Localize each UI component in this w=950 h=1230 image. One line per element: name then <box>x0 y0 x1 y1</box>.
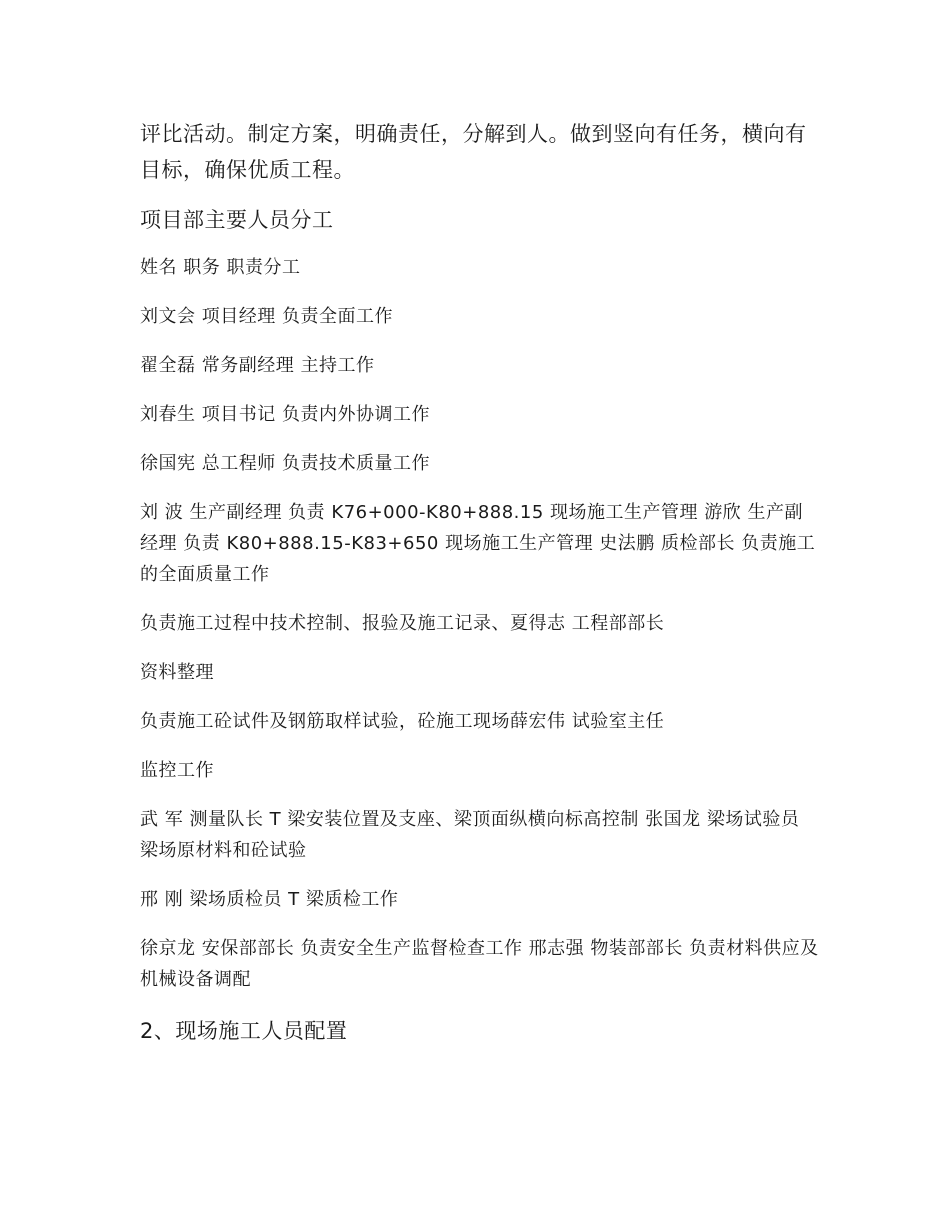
staff-line: 负责施工砼试件及钢筋取样试验，砼施工现场薛宏伟 试验室主任 <box>140 711 665 732</box>
staff-line: 刘 波 生产副经理 负责 K76+000-K80+888.15 现场施工生产管理 游欣 生产副经理 负责 K80+888.15-K83+650 现场施工生产管理 史法鹏 质检部长 负责施工的全面质量工作 <box>140 502 816 585</box>
staff-line: 刘春生 项目书记 负责内外协调工作 <box>140 404 430 425</box>
staff-line: 徐国宪 总工程师 负责技术质量工作 <box>140 453 430 474</box>
staff-line: 资料整理 <box>140 662 214 683</box>
staff-line: 徐京龙 安保部部长 负责安全生产监督检查工作 邢志强 物装部部长 负责材料供应及机械设备调配 <box>140 938 819 990</box>
staff-line: 监控工作 <box>140 760 214 781</box>
section-heading-staff-division: 项目部主要人员分工 <box>140 208 334 232</box>
staff-line: 刘文会 项目经理 负责全面工作 <box>140 306 393 327</box>
staff-line: 武 军 测量队长 T 梁安装位置及支座、梁顶面纵横向标高控制 张国龙 梁场试验员 梁场原材料和砼试验 <box>140 809 800 861</box>
staff-line: 邢 刚 梁场质检员 T 梁质检工作 <box>140 889 399 910</box>
document-body <box>140 116 820 1049</box>
table-header-line: 姓名 职务 职责分工 <box>140 257 301 278</box>
staff-line: 负责施工过程中技术控制、报验及施工记录、夏得志 工程部部长 <box>140 613 665 634</box>
section-heading-site-staffing: 2、现场施工人员配置 <box>140 1019 348 1043</box>
intro-paragraph: 评比活动。制定方案，明确责任，分解到人。做到竖向有任务，横向有目标，确保优质工程。 <box>140 122 807 182</box>
staff-line: 翟全磊 常务副经理 主持工作 <box>140 355 375 376</box>
